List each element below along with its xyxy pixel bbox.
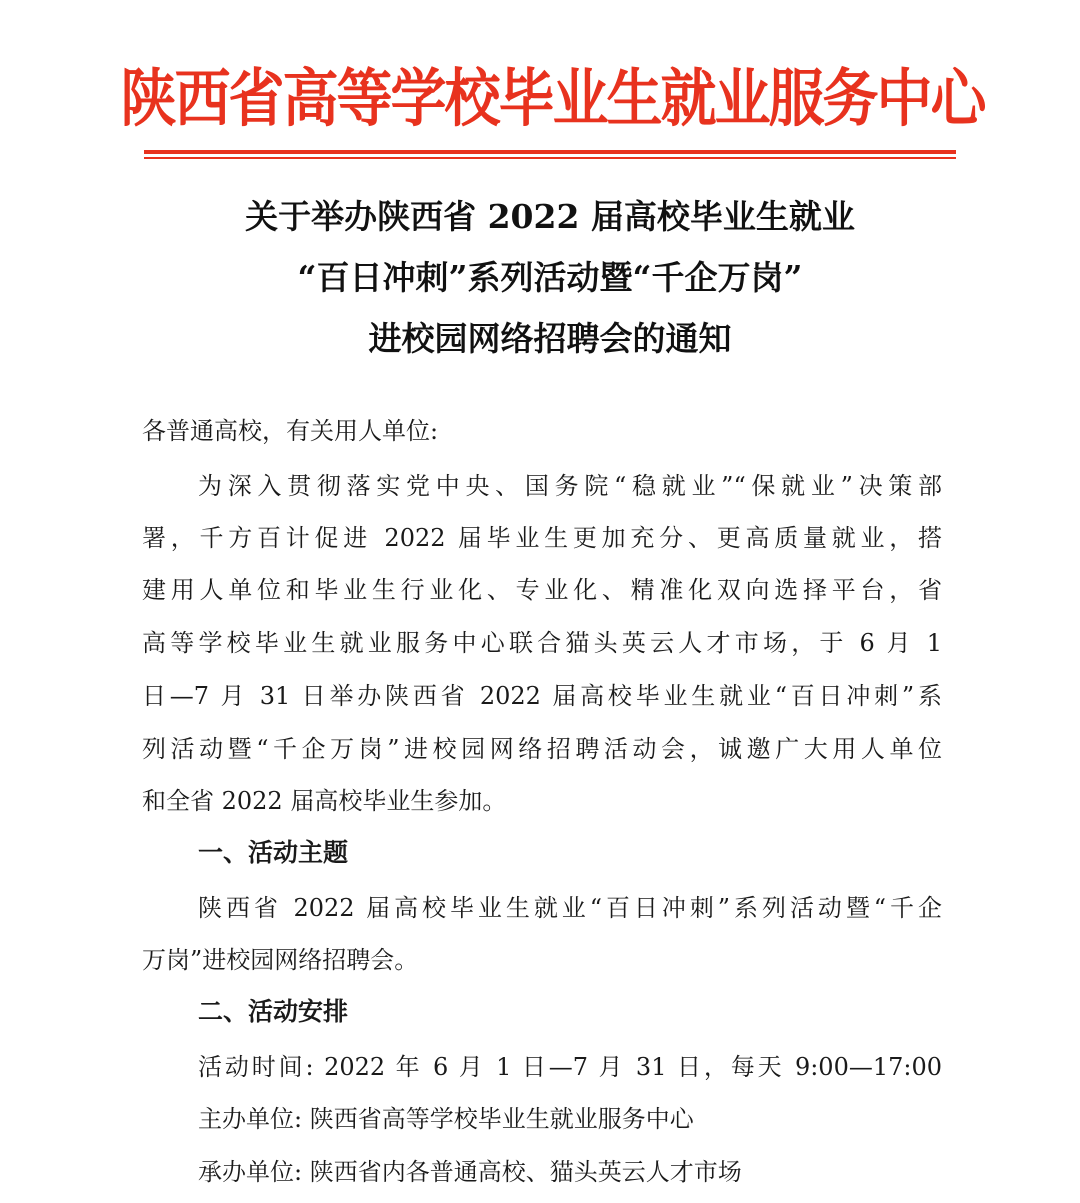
intro-line-5: 日—7 月 31 日举办陕西省 2022 届高校毕业生就业“百日冲刺”系 (142, 682, 942, 710)
salutation: 各普通高校，有关用人单位: (142, 417, 439, 445)
org-name: 陕西省高等学校毕业生就业服务中心 (120, 62, 985, 136)
red-divider-thin (144, 157, 956, 159)
section-2-heading: 二、活动安排 (198, 997, 349, 1026)
section-1-heading: 一、活动主题 (198, 838, 349, 867)
title-line-1: 关于举办陕西省 2022 届高校毕业生就业 (245, 197, 855, 236)
activity-time: 活动时间: 2022 年 6 月 1 日—7 月 31 日，每天 9:00—17:00 (198, 1053, 942, 1081)
section-1-line-1: 陕西省 2022 届高校毕业生就业“百日冲刺”系列活动暨“千企 (198, 894, 942, 922)
document-title (100, 186, 1000, 369)
section-1-line-2: 万岗”进校园网络招聘会。 (142, 946, 419, 974)
masthead (120, 52, 985, 136)
organizer: 主办单位: 陕西省高等学校毕业生就业服务中心 (198, 1105, 694, 1133)
host-units: 承办单位: 陕西省内各普通高校、猫头英云人才市场 (198, 1158, 742, 1186)
intro-line-7: 和全省 2022 届高校毕业生参加。 (142, 787, 507, 815)
intro-line-3: 建用人单位和毕业生行业化、专业化、精准化双向选择平台，省 (142, 576, 942, 604)
intro-line-4: 高等学校毕业生就业服务中心联合猫头英云人才市场，于 6 月 1 (142, 629, 942, 657)
intro-line-6: 列活动暨“千企万岗”进校园网络招聘活动会，诚邀广大用人单位 (142, 735, 942, 763)
intro-line-1: 为深入贯彻落实党中央、国务院“稳就业”“保就业”决策部 (198, 472, 942, 500)
title-line-2: “百日冲刺”系列活动暨“千企万岗” (297, 258, 803, 297)
red-divider-thick (144, 150, 956, 154)
intro-line-2: 署，千方百计促进 2022 届毕业生更加充分、更高质量就业，搭 (142, 524, 942, 552)
title-line-3: 进校园网络招聘会的通知 (368, 319, 732, 358)
